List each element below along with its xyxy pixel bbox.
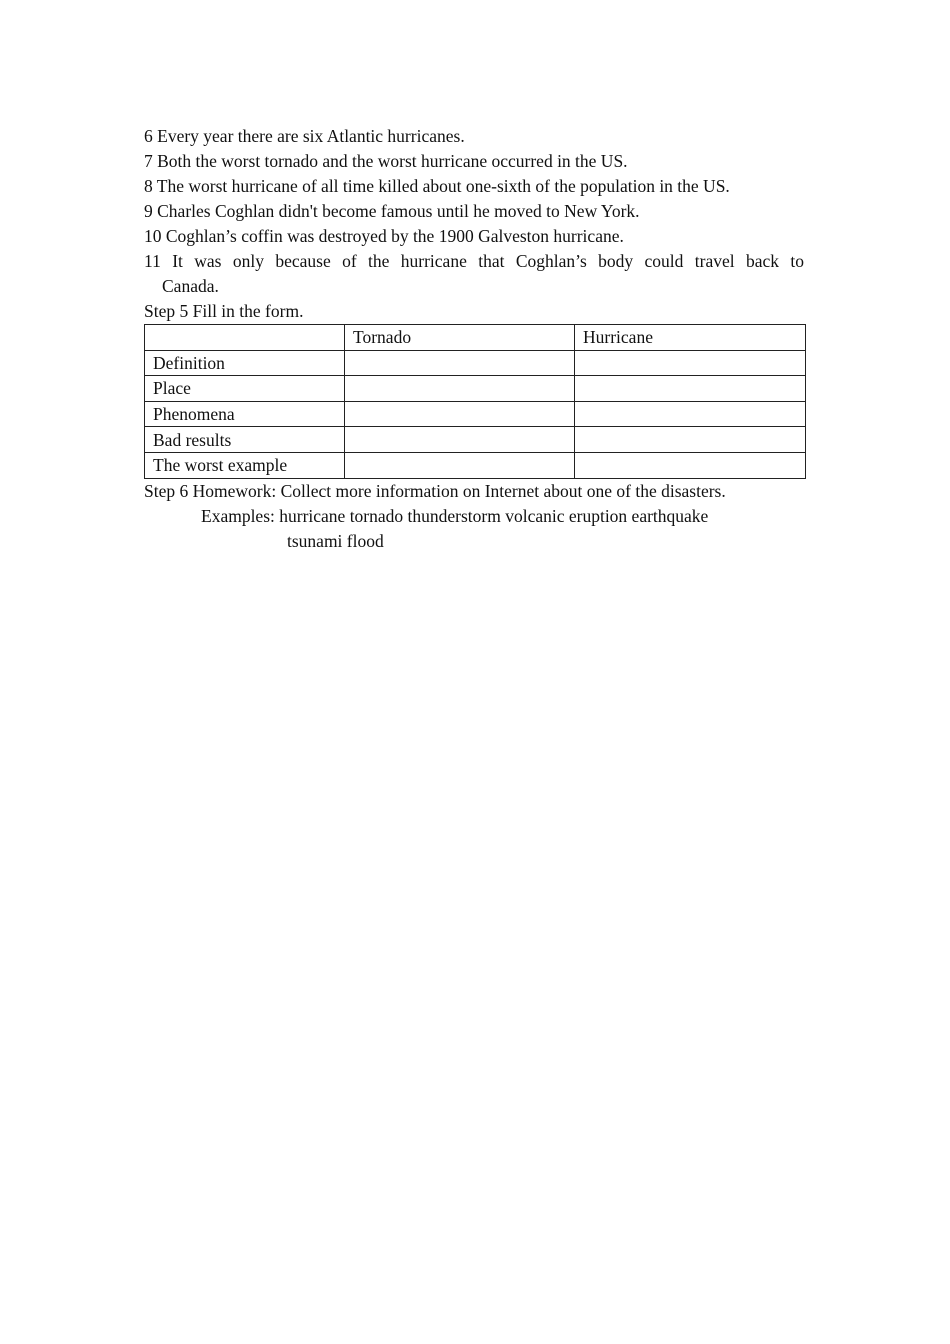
row-label-place: Place [145,376,345,402]
row-label-definition: Definition [145,350,345,376]
statement-11: 11 It was only because of the hurricane that Coghlan’s body could travel back to [144,251,804,271]
fill-in-form-table [144,324,806,479]
statement-6: 6 Every year there are six Atlantic hurricanes. [144,126,465,146]
table-row [145,376,806,402]
statement-11-continued: Canada. [162,276,219,296]
step6-examples-line2: tsunami flood [287,530,384,551]
row-label-worst-example: The worst example [145,452,345,478]
statement-10: 10 Coghlan’s coffin was destroyed by the 1900 Galveston hurricane. [144,226,624,246]
cell-definition-hurricane[interactable] [575,350,806,376]
cell-phenomena-hurricane[interactable] [575,401,806,427]
statement-8: 8 The worst hurricane of all time killed about one-sixth of the population in the US. [144,176,730,196]
table-row [145,427,806,453]
step6-title: Step 6 Homework: Collect more information on Internet about one of the disasters. [144,480,726,501]
table-header-tornado: Tornado [345,325,575,351]
table-header-empty [145,325,345,351]
table-row [145,350,806,376]
cell-bad-results-hurricane[interactable] [575,427,806,453]
row-label-bad-results: Bad results [145,427,345,453]
table-header-row [145,325,806,351]
cell-phenomena-tornado[interactable] [345,401,575,427]
table-row [145,452,806,478]
cell-place-hurricane[interactable] [575,376,806,402]
cell-worst-example-tornado[interactable] [345,452,575,478]
cell-bad-results-tornado[interactable] [345,427,575,453]
cell-place-tornado[interactable] [345,376,575,402]
document-body [144,124,804,554]
table-row [145,401,806,427]
step5-title: Step 5 Fill in the form. [144,301,304,321]
row-label-phenomena: Phenomena [145,401,345,427]
table-header-hurricane: Hurricane [575,325,806,351]
cell-worst-example-hurricane[interactable] [575,452,806,478]
statement-9: 9 Charles Coghlan didn't become famous until he moved to New York. [144,201,640,221]
statement-7: 7 Both the worst tornado and the worst hurricane occurred in the US. [144,151,628,171]
step6-examples-line1: Examples: hurricane tornado thunderstorm volcanic eruption earthquake [201,505,709,526]
cell-definition-tornado[interactable] [345,350,575,376]
